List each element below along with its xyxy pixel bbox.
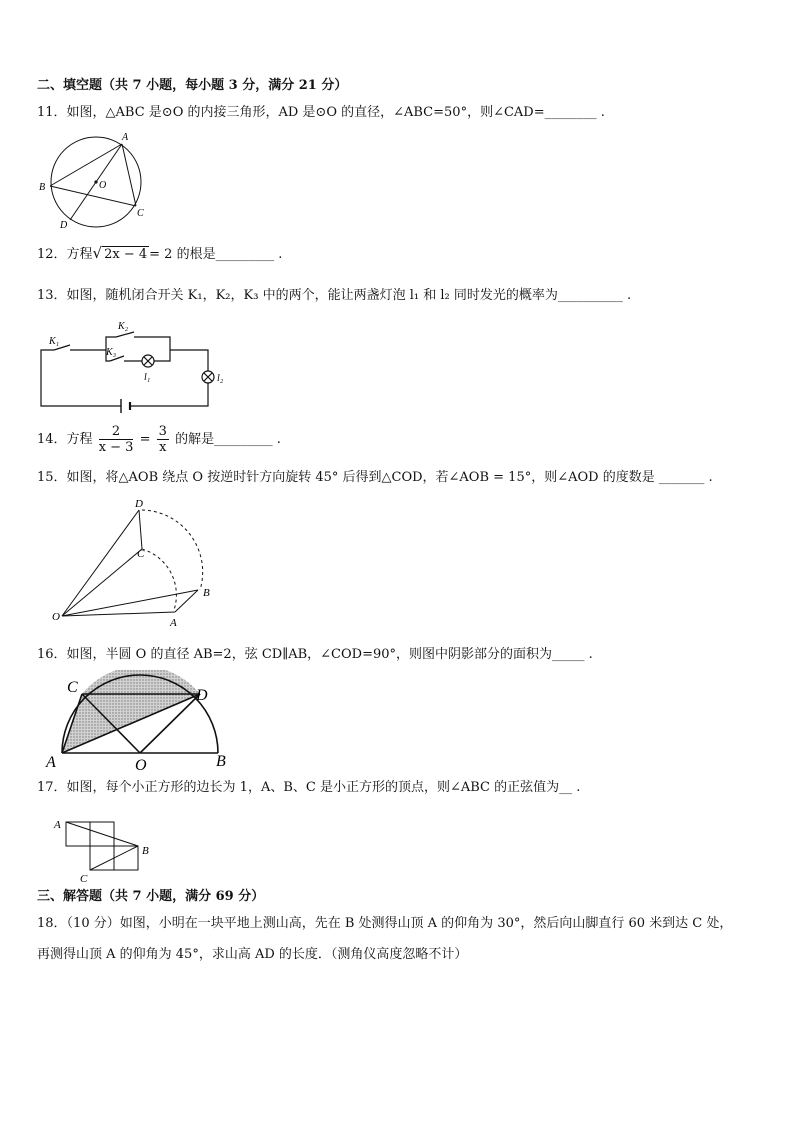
- segment-ab: [50, 144, 122, 186]
- label-l2: l₂: [217, 373, 224, 384]
- label-d: D: [60, 220, 68, 230]
- question-13-text: 13．如图，随机闭合开关 K₁，K₂，K₃ 中的两个，能让两盏灯泡 l₁ 和 l₂ 同时发光的概率为__________ .: [37, 288, 632, 303]
- q16-semicircle-figure: [40, 670, 240, 770]
- arc-bd-dashed: [142, 510, 203, 590]
- segment-cd: [139, 510, 142, 549]
- label-o: O: [52, 611, 60, 623]
- frac1-denominator: x − 3: [98, 440, 134, 455]
- label-c: C: [80, 873, 88, 884]
- q14-suffix: 的解是_________ .: [175, 432, 281, 447]
- wire-l1-right: [154, 350, 170, 361]
- label-l1: l₁: [144, 372, 151, 383]
- segment-bc: [50, 186, 136, 206]
- label-a: A: [170, 617, 177, 629]
- label-k1: K₁: [49, 336, 60, 347]
- segment-ac: [122, 144, 136, 206]
- label-a: A: [54, 819, 61, 831]
- frac2-numerator: 3: [158, 424, 167, 439]
- question-16-text: 16．如图，半圆 O 的直径 AB=2，弦 CD∥AB，∠COD=90°，则图中阴影部分的面积为_____ .: [37, 647, 593, 662]
- label-k2: K₂: [118, 321, 129, 332]
- center-dot: [94, 180, 97, 183]
- equals-sign: =: [139, 432, 151, 447]
- q12-prefix: 12．方程: [37, 247, 93, 262]
- q11-circle-figure: [36, 130, 156, 230]
- q15-rotation-figure: [50, 494, 220, 630]
- label-a: A: [46, 754, 56, 770]
- wire-left: [41, 350, 121, 406]
- q12-radicand: 2x − 4: [104, 247, 148, 262]
- section-2-header: 二、填空题（共 7 小题，每小题 3 分，满分 21 分）: [37, 78, 348, 93]
- fraction-left: [99, 424, 134, 455]
- label-a: A: [122, 132, 129, 143]
- switch-k2: [116, 332, 134, 337]
- sqrt-sign: √: [92, 244, 103, 262]
- segment-oc: [62, 549, 142, 616]
- q14-prefix: 14．方程: [37, 432, 93, 447]
- wire-right-bottom: [130, 383, 208, 406]
- question-14: [37, 422, 281, 458]
- label-o: O: [99, 180, 107, 191]
- label-d: D: [196, 687, 208, 704]
- label-b: B: [142, 845, 149, 857]
- arc-ca-dashed: [142, 549, 176, 610]
- segment-ab: [66, 822, 138, 846]
- label-b: B: [39, 182, 46, 193]
- question-18-line-1: 18．（10 分）如图，小明在一块平地上测山高，先在 B 处测得山顶 A 的仰角为 30°，然后向山脚直行 60 米到达 C 处，: [37, 916, 733, 931]
- frac2-denominator: x: [159, 440, 167, 455]
- label-b: B: [216, 753, 226, 770]
- q12-suffix: = 2 的根是_________ .: [149, 247, 283, 262]
- wire-right-top: [170, 350, 208, 371]
- frac1-numerator: 2: [99, 424, 134, 440]
- grid-square-3: [90, 846, 114, 870]
- question-17-text: 17．如图，每个小正方形的边长为 1，A、B、C 是小正方形的顶点，则∠ABC 的正弦值为__ .: [37, 780, 581, 795]
- segment-ob: [62, 590, 198, 616]
- label-b: B: [203, 587, 210, 599]
- label-d: D: [135, 498, 143, 510]
- label-c: C: [137, 208, 144, 219]
- grid-square-4: [114, 846, 138, 870]
- fraction-right: [157, 424, 169, 455]
- question-12: [37, 244, 282, 264]
- q17-grid-figure: [52, 812, 164, 884]
- question-15-text: 15．如图，将△AOB 绕点 O 按逆时针方向旋转 45° 后得到△COD，若∠AOB = 15°，则∠AOD 的度数是 _______ .: [37, 470, 713, 485]
- label-c: C: [137, 548, 145, 560]
- wire-branch-top-right: [134, 337, 170, 350]
- question-11-text: 11．如图，△ABC 是⊙O 的内接三角形，AD 是⊙O 的直径，∠ABC=50°，则∠CAD=________ .: [37, 105, 605, 120]
- q13-circuit-figure: [36, 318, 226, 413]
- label-k3: K₃: [106, 347, 117, 358]
- shaded-segment: [82, 670, 200, 694]
- segment-od: [62, 510, 139, 616]
- section-3-header: 三、解答题（共 7 小题，满分 69 分）: [37, 889, 265, 904]
- label-c: C: [67, 679, 78, 696]
- question-18-line-2: 再测得山顶 A 的仰角为 45°，求山高 AD 的长度．（测角仪高度忽略不计）: [37, 947, 468, 962]
- label-o: O: [135, 757, 147, 770]
